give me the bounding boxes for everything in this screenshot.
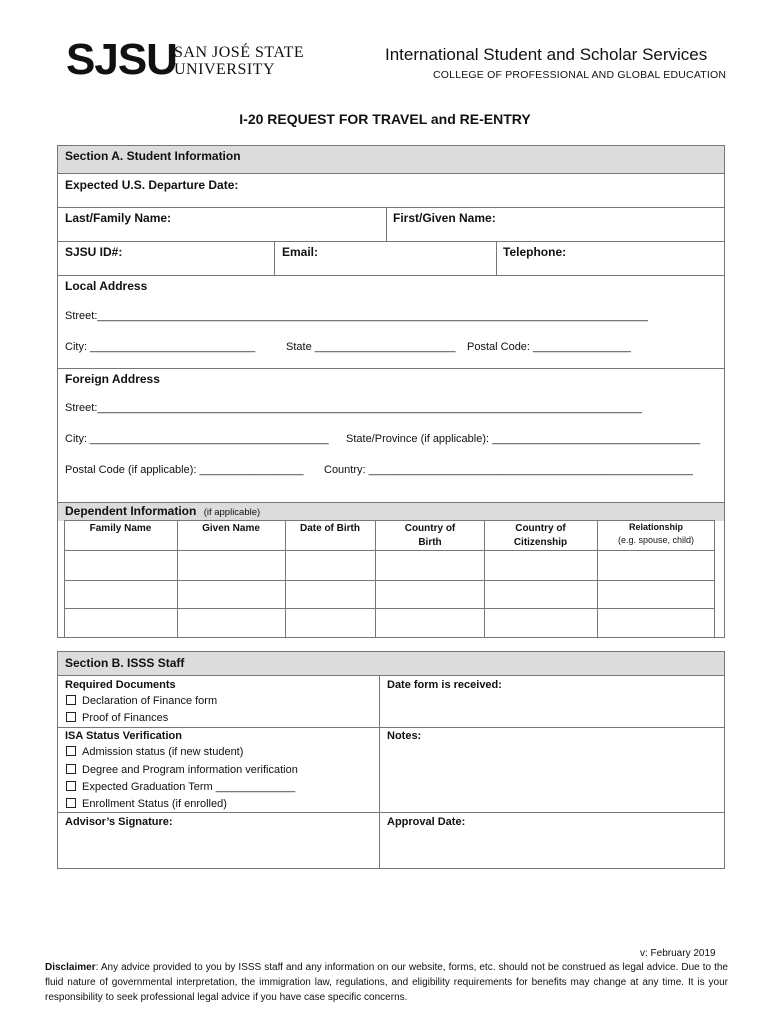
required-docs-heading: Required Documents bbox=[65, 679, 176, 691]
departure-date-field[interactable]: Expected U.S. Departure Date: bbox=[65, 178, 239, 192]
dependents-heading-label: Dependent Information bbox=[65, 504, 197, 518]
isa-item-graduation[interactable]: Expected Graduation Term _____________ bbox=[66, 781, 295, 794]
doc-item-finance-form[interactable]: Declaration of Finance form bbox=[66, 695, 217, 708]
email-field[interactable]: Email: bbox=[282, 245, 319, 259]
local-postal-field[interactable]: Postal Code: ________________ bbox=[467, 341, 631, 353]
local-state-field[interactable]: State _______________________ bbox=[286, 341, 456, 353]
checkbox[interactable] bbox=[66, 695, 76, 705]
section-a-heading: Section A. Student Information bbox=[65, 149, 241, 163]
dependent-row-1[interactable] bbox=[64, 551, 715, 580]
notes-field[interactable]: Notes: bbox=[387, 730, 422, 742]
date-received-field[interactable]: Date form is received: bbox=[387, 679, 502, 691]
isa-item-degree[interactable]: Degree and Program information verification bbox=[66, 764, 298, 777]
foreign-street-field[interactable]: Street:_________________________________________________________________________________________ bbox=[65, 402, 642, 414]
dependents-heading bbox=[65, 504, 260, 520]
isa-status-heading: ISA Status Verification bbox=[65, 730, 182, 742]
university-line1: SAN JOSÉ STATE bbox=[174, 44, 305, 61]
form-title: I-20 REQUEST FOR TRAVEL and RE-ENTRY bbox=[239, 111, 531, 127]
checkbox[interactable] bbox=[66, 712, 76, 722]
isa-item-admission[interactable]: Admission status (if new student) bbox=[66, 746, 243, 759]
college-name: COLLEGE OF PROFESSIONAL AND GLOBAL EDUCATION bbox=[433, 69, 727, 81]
university-line2: UNIVERSITY bbox=[174, 61, 275, 78]
disclaimer-label: Disclaimer bbox=[45, 962, 96, 973]
section-b-heading: Section B. ISSS Staff bbox=[65, 656, 185, 670]
dependent-row-3[interactable] bbox=[64, 609, 715, 638]
telephone-field[interactable]: Telephone: bbox=[503, 245, 567, 259]
checkbox[interactable] bbox=[66, 746, 76, 756]
col-country-of-birth: Country of Birth bbox=[404, 523, 456, 548]
col-date-of-birth: Date of Birth bbox=[300, 523, 360, 534]
local-street-field[interactable]: Street:__________________________________________________________________________________________ bbox=[65, 310, 648, 322]
local-address-heading: Local Address bbox=[65, 279, 148, 293]
dependents-heading-note: (if applicable) bbox=[203, 507, 261, 518]
foreign-postal-field[interactable]: Postal Code (if applicable): _________________ bbox=[65, 464, 304, 476]
office-name: International Student and Scholar Services bbox=[385, 45, 708, 64]
disclaimer-text: : Any advice provided to you by ISSS staff and any information on our website, forms, etc. should not be construed as legal advice. Due to the fluid nature of governmental interpretation, the immigration law, regulations, and eligibility requirements for benefits may change at any time. It is your responsibility to seek professional legal advice if you have case specific concerns. bbox=[45, 962, 728, 1003]
last-name-field[interactable]: Last/Family Name: bbox=[65, 211, 172, 225]
col-family-name: Family Name bbox=[89, 523, 152, 534]
sjsu-id-field[interactable]: SJSU ID#: bbox=[65, 245, 123, 259]
isa-item-enrollment[interactable]: Enrollment Status (if enrolled) bbox=[66, 798, 227, 811]
foreign-country-field[interactable]: Country: _____________________________________________________ bbox=[324, 464, 693, 476]
first-name-field[interactable]: First/Given Name: bbox=[393, 211, 496, 225]
university-name bbox=[174, 44, 304, 78]
foreign-city-field[interactable]: City: _______________________________________ bbox=[65, 433, 329, 445]
checkbox[interactable] bbox=[66, 781, 76, 791]
checkbox[interactable] bbox=[66, 798, 76, 808]
checkbox[interactable] bbox=[66, 764, 76, 774]
advisor-signature-field[interactable]: Advisor’s Signature: bbox=[65, 816, 173, 828]
foreign-state-field[interactable]: State/Province (if applicable): __________________________________ bbox=[346, 433, 701, 445]
col-given-name: Given Name bbox=[202, 523, 260, 534]
dependent-row-2[interactable] bbox=[64, 581, 715, 608]
col-relationship-label: Relationship bbox=[628, 522, 683, 532]
col-relationship-note: (e.g. spouse, child) bbox=[617, 535, 695, 545]
foreign-address-heading: Foreign Address bbox=[65, 372, 160, 386]
col-relationship bbox=[597, 521, 715, 547]
version-label: v: February 2019 bbox=[640, 948, 716, 959]
sjsu-logo: SJSU bbox=[66, 35, 177, 84]
doc-item-proof-finances[interactable]: Proof of Finances bbox=[66, 712, 168, 725]
disclaimer bbox=[45, 960, 728, 1005]
local-city-field[interactable]: City: ___________________________ bbox=[65, 341, 256, 353]
approval-date-field[interactable]: Approval Date: bbox=[387, 816, 466, 828]
col-country-of-citizenship: Country of Citizenship bbox=[513, 523, 568, 548]
